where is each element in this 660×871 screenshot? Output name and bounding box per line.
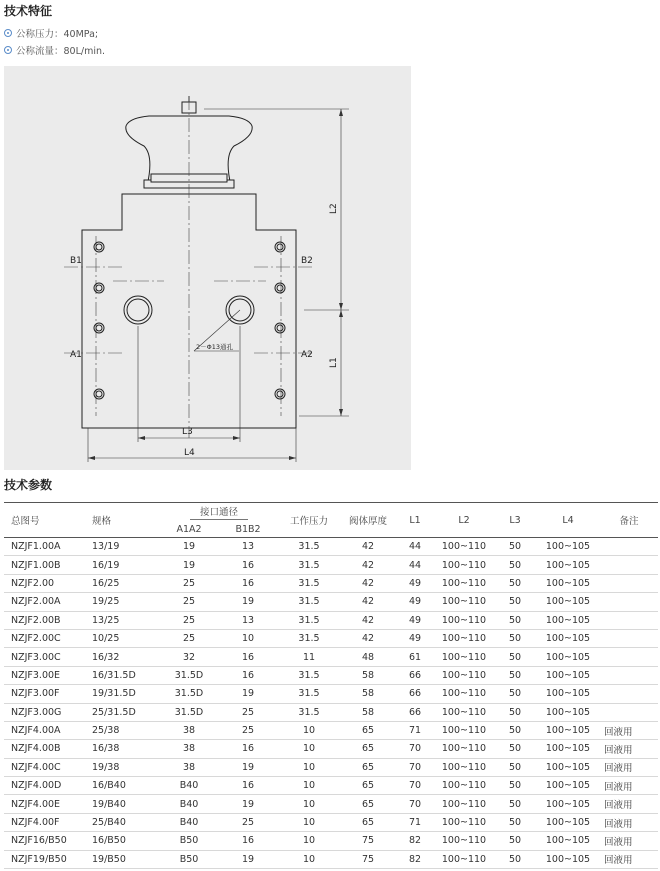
table-row: NZJF2.00 16/25 25 16 31.5 42 49 100~110 50 100~105 [4, 574, 658, 592]
header-thickness: 阀体厚度 [348, 516, 387, 527]
table-row: NZJF3.00C 16/32 32 16 11 48 61 100~110 50 100~105 [4, 648, 658, 666]
header-note: 备注 [619, 516, 639, 527]
table-row: NZJF4.00A 25/38 38 25 10 65 71 100~110 50 100~105 回液用 [4, 721, 658, 739]
header-pressure: 工作压力 [289, 516, 328, 527]
bullet-icon [4, 46, 12, 54]
feature-item: 公称流量：80L/min. [4, 43, 105, 57]
header-port-group: 接口通径 [160, 503, 278, 522]
label-l1: L1 [329, 357, 339, 368]
bullet-icon [4, 29, 12, 37]
hole-note: 2－Φ13通孔 [196, 343, 234, 351]
table-row: NZJF4.00E 19/B40 B40 19 10 65 70 100~110 50 100~105 回液用 [4, 795, 658, 813]
table-row: NZJF3.00F 19/31.5D 31.5D 19 31.5 58 66 100~110 50 100~105 [4, 685, 658, 703]
table-row: NZJF2.00C 10/25 25 10 31.5 42 49 100~110 50 100~105 [4, 629, 658, 647]
label-b2: B2 [301, 256, 313, 266]
label-b1: B1 [70, 256, 82, 266]
header-model: 总图号 [11, 516, 40, 527]
table-row: NZJF2.00B 13/25 25 13 31.5 42 49 100~110 50 100~105 [4, 611, 658, 629]
label-a1: A1 [70, 350, 82, 360]
header-b1b2: B1B2 [235, 523, 261, 535]
label-l4: L4 [184, 448, 195, 458]
table-row: NZJF19/B50 19/B50 B50 19 10 75 82 100~110 50 100~105 回液用 [4, 850, 658, 868]
header-spec: 规格 [92, 516, 112, 527]
table-row: NZJF1.00A 13/19 19 13 31.5 42 44 100~110 50 100~105 [4, 538, 658, 556]
header-l1: L1 [409, 514, 421, 526]
header-l2: L2 [458, 514, 470, 526]
label-l2: L2 [329, 203, 339, 214]
valve-drawing-svg [4, 66, 411, 470]
params-title: 技术参数 [4, 478, 53, 492]
table-row: NZJF4.00D 16/B40 B40 16 10 65 70 100~110 50 100~105 回液用 [4, 777, 658, 795]
label-l3: L3 [182, 427, 193, 437]
table-row: NZJF2.00A 19/25 25 19 31.5 42 49 100~110 50 100~105 [4, 593, 658, 611]
table-row: NZJF1.00B 16/19 19 16 31.5 42 44 100~110 50 100~105 [4, 556, 658, 574]
table-row: NZJF3.00G 25/31.5D 31.5D 25 31.5 58 66 100~110 50 100~105 [4, 703, 658, 721]
table-row: NZJF3.00E 16/31.5D 31.5D 16 31.5 58 66 100~110 50 100~105 [4, 666, 658, 684]
features-title: 技术特征 [4, 4, 53, 18]
header-a1a2: A1A2 [176, 523, 202, 535]
table-row: NZJF4.00B 16/38 38 16 10 65 70 100~110 50 100~105 回液用 [4, 740, 658, 758]
header-l3: L3 [509, 514, 521, 526]
params-table [4, 502, 658, 869]
feature-item: 公称压力：40MPa; [4, 26, 98, 40]
valve-drawing [4, 66, 411, 470]
label-a2: A2 [301, 350, 313, 360]
header-l4: L4 [562, 514, 574, 526]
table-body [4, 538, 658, 869]
table-row: NZJF4.00C 19/38 38 19 10 65 70 100~110 50 100~105 回液用 [4, 758, 658, 776]
table-row: NZJF16/B50 16/B50 B50 16 10 75 82 100~110 50 100~105 回液用 [4, 832, 658, 850]
table-row: NZJF4.00F 25/B40 B40 25 10 65 71 100~110 50 100~105 回液用 [4, 813, 658, 831]
